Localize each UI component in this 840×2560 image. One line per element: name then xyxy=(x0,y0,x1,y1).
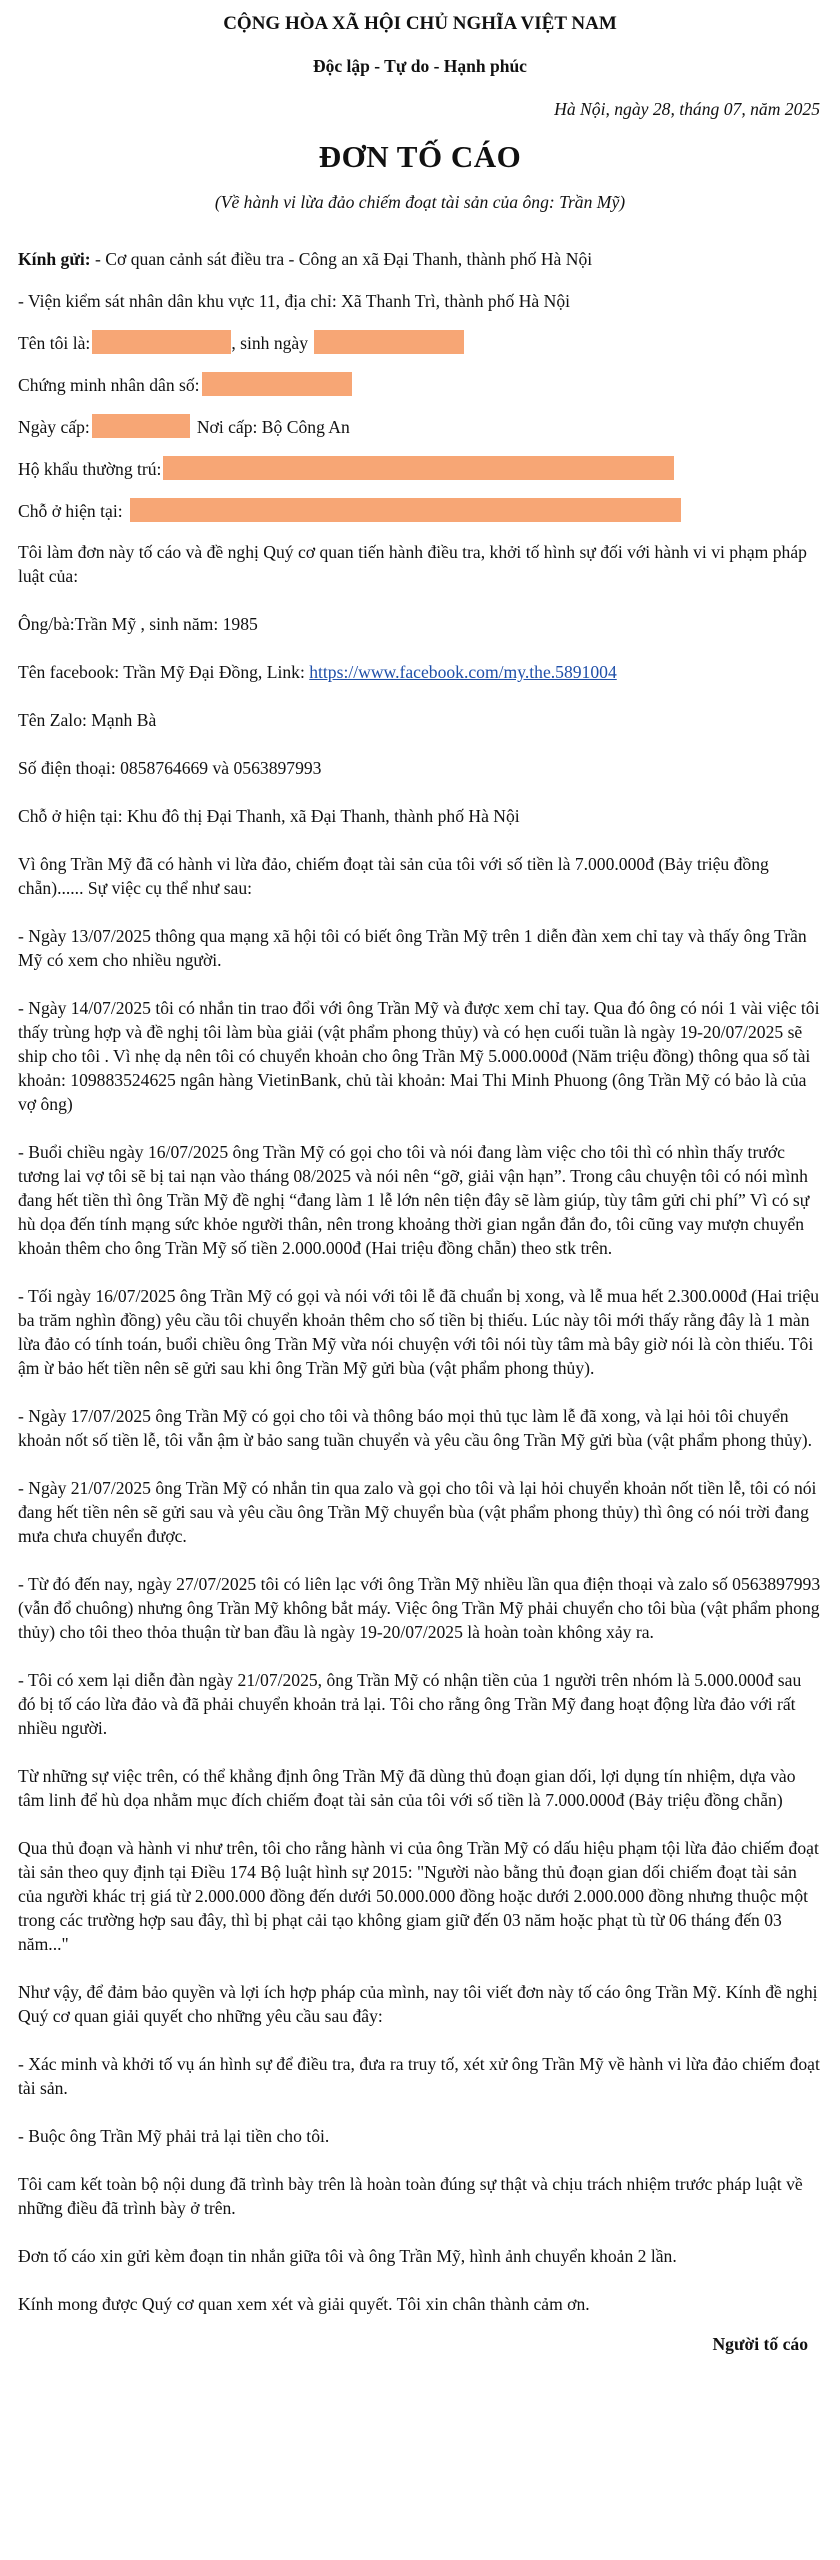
redacted-residence xyxy=(163,456,674,480)
conclusion-paragraph: Từ những sự việc trên, có thể khẳng định ông Trần Mỹ đã dùng thủ đoạn gian dối, lợi dụng tín nhiệm, dựa vào tâm linh để hù dọa nhằm mục đích chiếm đoạt tài sản của tôi với số tiền là 7.000.000đ (Bảy triệu đồng chẵn) xyxy=(18,1766,796,1810)
sender-id-line xyxy=(18,372,822,397)
recipient-line-2: - Viện kiểm sát nhân dân khu vực 11, địa chỉ: Xã Thanh Trì, thành phố Hà Nội xyxy=(18,291,571,311)
closing-paragraph: Kính mong được Quý cơ quan xem xét và giải quyết. Tôi xin chân thành cảm ơn. xyxy=(18,2294,590,2314)
attachment-paragraph: Đơn tố cáo xin gửi kèm đoạn tin nhắn giữa tôi và ông Trần Mỹ, hình ảnh chuyển khoản 2 lần. xyxy=(18,2246,677,2266)
summary-paragraph: Vì ông Trần Mỹ đã có hành vi lừa đảo, chiếm đoạt tài sản của tôi với số tiền là 7.000.000đ (Bảy triệu đồng chẵn)...... Sự việc cụ thể như sau: xyxy=(18,854,769,898)
facebook-link[interactable]: https://www.facebook.com/my.the.5891004 xyxy=(309,662,617,682)
recipient-label: Kính gửi: xyxy=(18,249,91,269)
request-paragraph: Như vậy, để đảm bảo quyền và lợi ích hợp pháp của mình, nay tôi viết đơn này tố cáo ông Trần Mỹ. Kính đề nghị Quý cơ quan giải quyết cho những yêu cầu sau đây: xyxy=(18,1982,818,2026)
signature-label: Người tố cáo xyxy=(712,2334,808,2354)
sender-residence-label: Hộ khẩu thường trú: xyxy=(18,459,162,479)
event-paragraph: - Tối ngày 16/07/2025 ông Trần Mỹ có gọi và nói với tôi lễ đã chuẩn bị xong, và lễ mua hết 2.300.000đ (Hai triệu ba trăm nghìn đồng) yêu cầu tôi chuyển khoản thêm cho số tiền bị thiếu. Lúc này tôi mới thấy rằng đây là 1 màn lừa đảo có tính toán, buổi chiều ông Trần Mỹ vừa nói chuyện với tôi nói tùy tâm mà bây giờ nói là còn thiếu. Tôi ậm ừ bảo hết tiền nên sẽ gửi sau khi ông Trần Mỹ gửi bùa (vật phẩm phong thủy). xyxy=(18,1286,820,1378)
sender-residence-line xyxy=(18,456,822,481)
sender-dob-label: , sinh ngày xyxy=(231,333,309,353)
event-paragraph: - Ngày 21/07/2025 ông Trần Mỹ có nhắn tin qua zalo và gọi cho tôi và lại hỏi chuyển khoản nốt tiền lễ, tôi có nói đang hết tiền nên sẽ gửi sau và yêu cầu ông Trần Mỹ chuyển bùa (vật phẩm phong thủy) thì ông có nói trời đang mưa chưa chuyển được. xyxy=(18,1478,817,1546)
event-paragraph: - Từ đó đến nay, ngày 27/07/2025 tôi có liên lạc với ông Trần Mỹ nhiều lần qua điện thoại và zalo số 0563897993 (vẫn đổ chuông) nhưng ông Trần Mỹ không bắt máy. Việc ông Trần Mỹ phải chuyển cho tôi bùa (vật phẩm phong thủy) cho tôi theo thỏa thuận từ ban đầu là ngày 19-20/07/2025 là hoàn toàn không xảy ra. xyxy=(18,1574,821,1642)
demand-item: - Xác minh và khởi tố vụ án hình sự để điều tra, đưa ra truy tố, xét xử ông Trần Mỹ về hành vi lừa đảo chiếm đoạt tài sản. xyxy=(18,2054,820,2098)
accused-phone: Số điện thoại: 0858764669 và 0563897993 xyxy=(18,758,322,778)
recipient-police: - Cơ quan cảnh sát điều tra - Công an xã Đại Thanh, thành phố Hà Nội xyxy=(90,249,593,269)
sender-name-label: Tên tôi là: xyxy=(18,333,91,353)
event-paragraph: - Ngày 17/07/2025 ông Trần Mỹ có gọi cho tôi và thông báo mọi thủ tục làm lễ đã xong, và lại hỏi tôi chuyển khoản nốt số tiền lễ, tôi vẫn ậm ừ bảo sang tuần chuyển và yêu cầu ông Trần Mỹ gửi bùa (vật phẩm phong thủy). xyxy=(18,1406,813,1450)
redacted-id-number xyxy=(202,372,352,396)
demand-item: - Buộc ông Trần Mỹ phải trả lại tiền cho tôi. xyxy=(18,2126,330,2146)
sender-issue-place: Nơi cấp: Bộ Công An xyxy=(196,417,350,437)
country-heading: CỘNG HÒA XÃ HỘI CHỦ NGHĨA VIỆT NAM xyxy=(223,13,617,34)
accused-name: Ông/bà:Trần Mỹ , sinh năm: 1985 xyxy=(18,614,258,634)
event-paragraph: - Ngày 13/07/2025 thông qua mạng xã hội tôi có biết ông Trần Mỹ trên 1 diễn đàn xem chỉ tay và thấy ông Trần Mỹ có xem cho nhiều người. xyxy=(18,926,807,970)
commitment-paragraph: Tôi cam kết toàn bộ nội dung đã trình bày trên là hoàn toàn đúng sự thật và chịu trách nhiệm trước pháp luật về những điều đã trình bày ở trên. xyxy=(18,2174,803,2218)
legal-basis-paragraph: Qua thủ đoạn và hành vi như trên, tôi cho rằng hành vi của ông Trần Mỹ có dấu hiệu phạm tội lừa đảo chiếm đoạt tài sản theo quy định tại Điều 174 Bộ luật hình sự 2015: "Người nào bằng thủ đoạn gian dối chiếm đoạt tài sản của người khác trị giá từ 2.000.000 đồng đến dưới 50.000.000 đồng hoặc dưới 2.000.000 đồng nhưng thuộc một trong các trường hợp sau đây, thì bị phạt cải tạo không giam giữ đến 03 năm hoặc phạt tù từ 06 tháng đến 03 năm..." xyxy=(18,1838,819,1954)
document-subtitle: (Về hành vi lừa đảo chiếm đoạt tài sản của ông: Trần Mỹ) xyxy=(214,192,626,212)
sender-address-label: Chỗ ở hiện tại: xyxy=(18,501,123,521)
event-paragraph: - Tôi có xem lại diễn đàn ngày 21/07/2025, ông Trần Mỹ có nhận tiền của 1 người trên nhóm là 5.000.000đ sau đó bị tố cáo lừa đảo và đã phải chuyển khoản trả lại. Tôi cho rằng ông Trần Mỹ đang hoạt động lừa đảo với rất nhiều người. xyxy=(18,1670,802,1738)
redacted-name xyxy=(92,330,231,354)
accused-zalo: Tên Zalo: Mạnh Bà xyxy=(18,710,157,730)
document-title: ĐƠN TỐ CÁO xyxy=(318,139,522,174)
event-paragraph: - Ngày 14/07/2025 tôi có nhắn tin trao đổi với ông Trần Mỹ và được xem chỉ tay. Qua đó ông có nói 1 vài việc tôi thấy trùng hợp và đề nghị tôi làm bùa giải (vật phẩm phong thủy) và có hẹn cuối tuần là ngày 19-20/07/2025 sẽ ship cho tôi . Vì nhẹ dạ nên tôi có chuyển khoản cho ông Trần Mỹ 5.000.000đ (Năm triệu đồng) thông qua số tài khoản: 109883524625 ngân hàng VietinBank, chủ tài khoản: Mai Thi Minh Phuong (ông Trần Mỹ có bảo là của vợ ông) xyxy=(18,998,820,1114)
redacted-dob xyxy=(314,330,464,354)
sender-issue-date-label: Ngày cấp: xyxy=(18,417,90,437)
sender-name-line xyxy=(18,330,822,355)
sender-issue-line xyxy=(18,414,822,439)
recipient-line-1 xyxy=(18,247,822,271)
redacted-issue-date xyxy=(92,414,190,438)
accused-address: Chỗ ở hiện tại: Khu đô thị Đại Thanh, xã Đại Thanh, thành phố Hà Nội xyxy=(18,806,520,826)
request-intro: Tôi làm đơn này tố cáo và đề nghị Quý cơ quan tiến hành điều tra, khởi tố hình sự đối với hành vi vi phạm pháp luật của: xyxy=(18,542,807,586)
event-paragraph: - Buổi chiều ngày 16/07/2025 ông Trần Mỹ có gọi cho tôi và nói đang làm việc cho tôi thì có nhìn thấy trước tương lai vợ tôi sẽ bị tai nạn vào tháng 08/2025 và nói nên “gỡ, giải vận hạn”. Trong câu chuyện tôi có nói mình đang hết tiền thì ông Trần Mỹ đề nghị “đang làm 1 lễ lớn nên tiện đây sẽ làm giúp, tùy tâm gửi chi phí” Vì có sự hù dọa đến tính mạng sức khỏe người thân, nên trong khoảng thời gian ngắn đắn đo, tôi cũng vay mượn chuyển khoản thêm cho ông Trần Mỹ số tiền 2.000.000đ (Hai triệu đồng chẵn) theo stk trên. xyxy=(18,1142,810,1258)
redacted-current-address xyxy=(130,498,681,522)
accused-facebook xyxy=(18,660,822,684)
facebook-label: Tên facebook: Trần Mỹ Đại Đồng, Link: xyxy=(18,662,310,682)
document-date: Hà Nội, ngày 28, tháng 07, năm 2025 xyxy=(554,99,820,119)
sender-address-line xyxy=(18,498,822,523)
motto-heading: Độc lập - Tự do - Hạnh phúc xyxy=(313,56,527,76)
sender-id-label: Chứng minh nhân dân số: xyxy=(18,375,200,395)
